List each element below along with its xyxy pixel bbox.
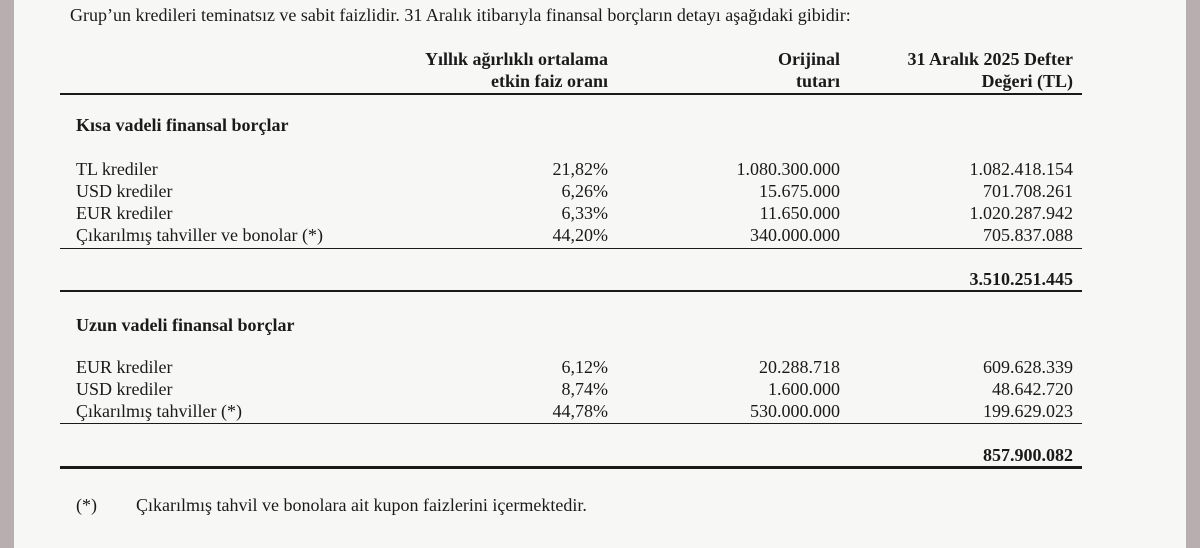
long-term-total-rule xyxy=(60,466,1082,469)
row-rate: 44,78% xyxy=(552,401,608,421)
row-label: USD krediler xyxy=(76,181,173,201)
row-rate: 21,82% xyxy=(552,159,608,179)
row-label: Çıkarılmış tahviller (*) xyxy=(76,401,242,421)
header-rate-line2: etkin faiz oranı xyxy=(491,71,608,91)
row-book: 48.642.720 xyxy=(992,379,1073,399)
row-original: 11.650.000 xyxy=(759,203,840,223)
row-label: TL krediler xyxy=(76,159,158,179)
row-book: 1.020.287.942 xyxy=(969,203,1073,223)
row-original: 1.600.000 xyxy=(768,379,840,399)
row-rate: 6,12% xyxy=(561,357,608,377)
header-original-line2: tutarı xyxy=(796,71,840,91)
header-rule xyxy=(60,93,1082,95)
header-original-line1: Orijinal xyxy=(778,49,840,69)
row-rate: 8,74% xyxy=(561,379,608,399)
footnote-text: Çıkarılmış tahvil ve bonolara ait kupon faizlerini içermektedir. xyxy=(136,495,587,515)
intro-text: Grup’un kredileri teminatsız ve sabit faizlidir. 31 Aralık itibarıyla finansal borçların detayı aşağıdaki gibidir: xyxy=(70,5,851,25)
row-original: 20.288.718 xyxy=(759,357,840,377)
row-label: Çıkarılmış tahviller ve bonolar (*) xyxy=(76,225,323,245)
short-term-title: Kısa vadeli finansal borçlar xyxy=(76,115,289,135)
row-rate: 44,20% xyxy=(552,225,608,245)
row-book: 1.082.418.154 xyxy=(969,159,1073,179)
row-book: 199.629.023 xyxy=(983,401,1073,421)
row-original: 340.000.000 xyxy=(750,225,840,245)
header-book-line2: Değeri (TL) xyxy=(981,71,1073,91)
row-label: USD krediler xyxy=(76,379,173,399)
long-term-total: 857.900.082 xyxy=(983,445,1073,465)
row-original: 1.080.300.000 xyxy=(736,159,840,179)
short-term-divider xyxy=(60,248,1082,249)
row-label: EUR krediler xyxy=(76,357,173,377)
short-term-total-rule xyxy=(60,290,1082,292)
header-book-line1: 31 Aralık 2025 Defter xyxy=(907,49,1073,69)
row-label: EUR krediler xyxy=(76,203,173,223)
short-term-total: 3.510.251.445 xyxy=(969,269,1073,289)
row-book: 701.708.261 xyxy=(983,181,1073,201)
row-original: 15.675.000 xyxy=(759,181,840,201)
row-book: 705.837.088 xyxy=(983,225,1073,245)
footnote-marker: (*) xyxy=(76,495,97,515)
row-book: 609.628.339 xyxy=(983,357,1073,377)
row-original: 530.000.000 xyxy=(750,401,840,421)
row-rate: 6,26% xyxy=(561,181,608,201)
row-rate: 6,33% xyxy=(561,203,608,223)
header-rate-line1: Yıllık ağırlıklı ortalama xyxy=(425,49,608,69)
long-term-divider xyxy=(60,423,1082,424)
long-term-title: Uzun vadeli finansal borçlar xyxy=(76,315,295,335)
